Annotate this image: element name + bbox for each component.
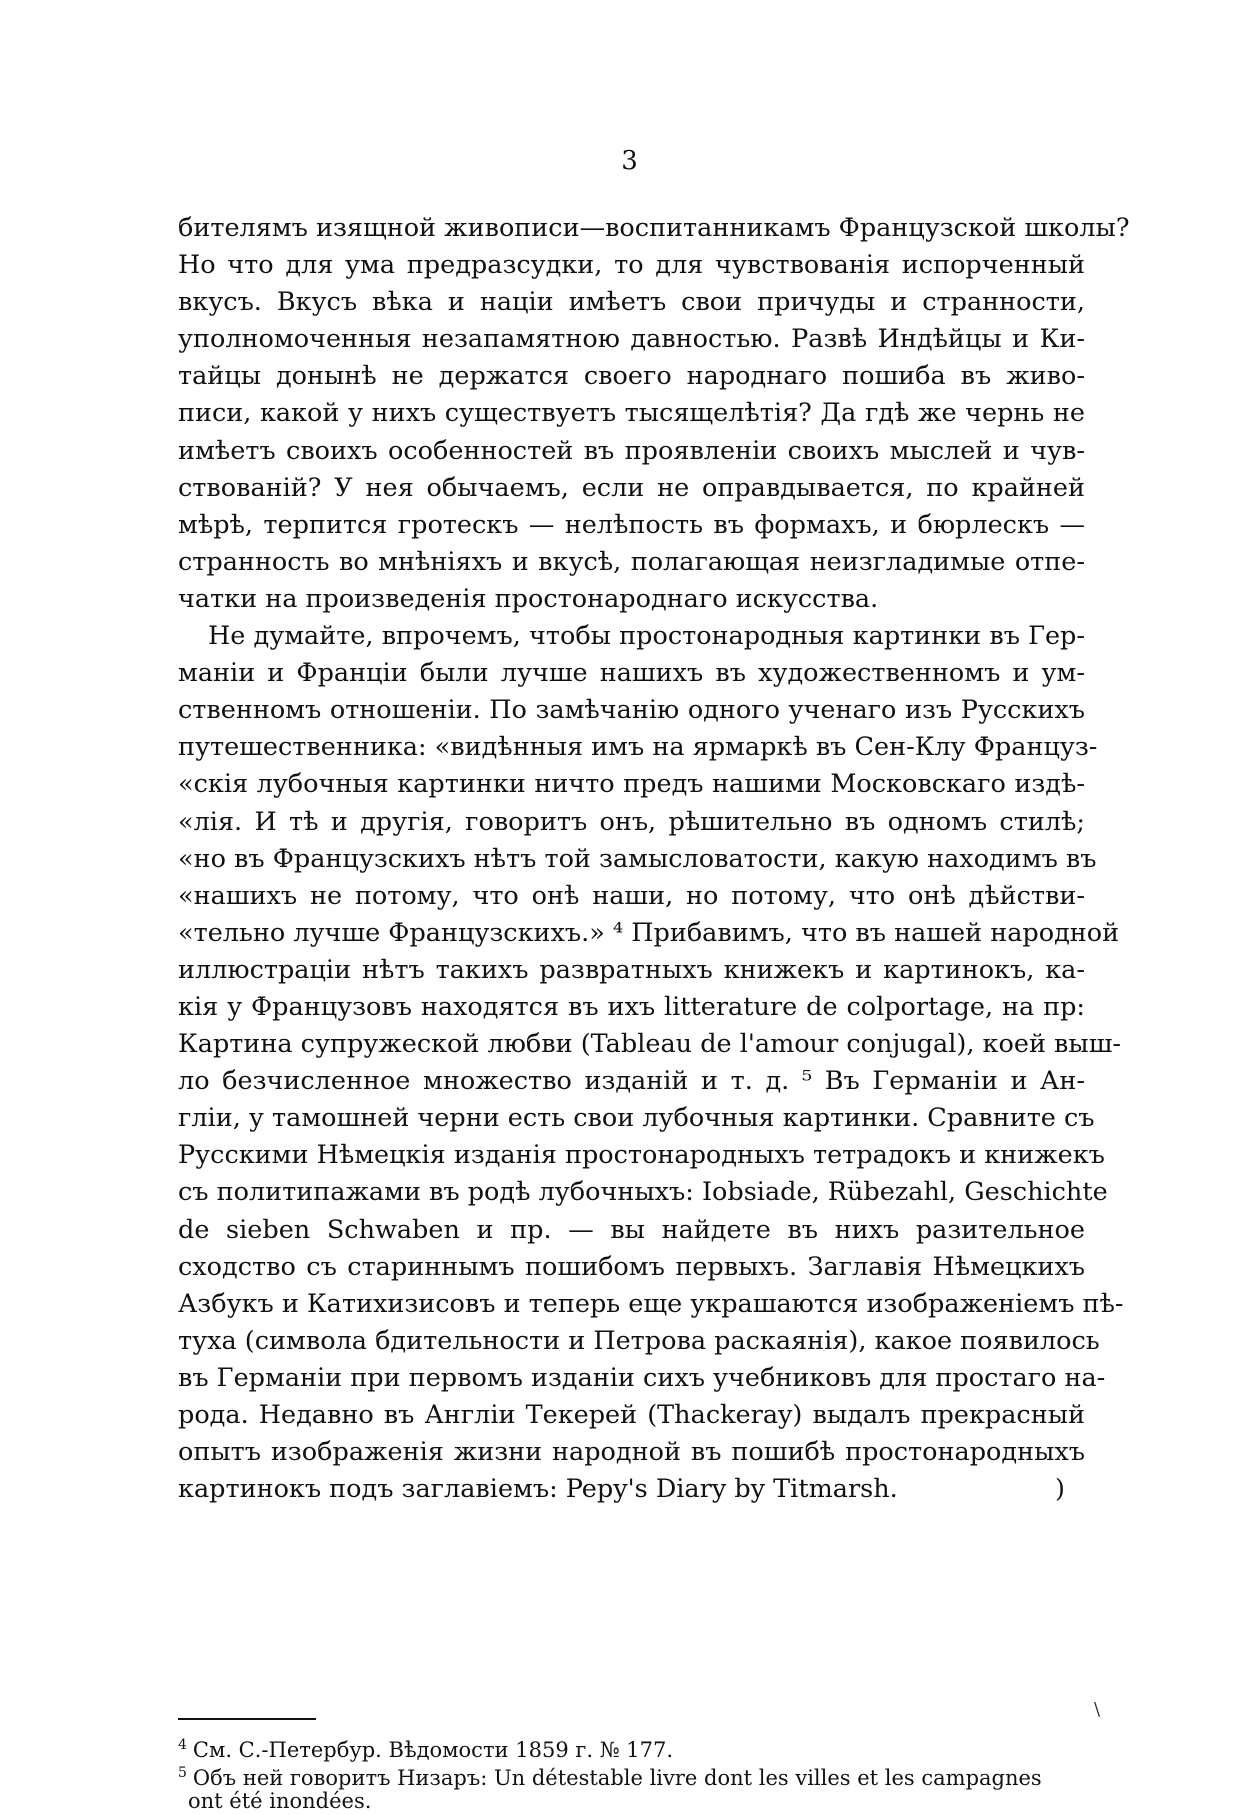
text-line: тайцы донынѣ не держатся своего народнаго пошиба въ живо- <box>178 361 1085 392</box>
page-number: 3 <box>621 146 638 176</box>
footnote-5 <box>178 1759 1085 1790</box>
text-line: странность во мнѣніяхъ и вкусѣ, полагающая неизгладимые отпе- <box>178 546 1085 577</box>
text-line: туха (символа бдительности и Петрова раскаянія), какое появилось <box>178 1325 1100 1356</box>
footnote-text: См. С.-Петербур. Вѣдомости 1859 г. № 177. <box>192 1738 674 1762</box>
text-line: ственномъ отношеніи. По замѣчанію одного ученаго изъ Русскихъ <box>178 695 1085 726</box>
text-line: Азбукъ и Катихизисовъ и теперь еще украшаются изображеніемъ пѣ- <box>178 1288 1124 1319</box>
text-line: опытъ изображенія жизни народной въ пошибѣ простонародныхъ <box>178 1437 1085 1468</box>
text-line: мѣрѣ, терпится гротескъ — нелѣпость въ формахъ, и бюрлескъ — <box>178 509 1085 540</box>
text-line: «тельно лучше Французскихъ.» ⁴ Прибавимъ, что въ нашей народной <box>178 917 1120 948</box>
paragraph-first-line: Не думайте, впрочемъ, чтобы простонародныя картинки въ Гер- <box>208 621 1085 652</box>
text-line: ствованій? У нея обычаемъ, если не оправдывается, по крайней <box>178 472 1085 503</box>
footnote-divider <box>178 1718 316 1720</box>
text-line: съ политипажами въ родѣ лубочныхъ: Iobsiade, Rübezahl, Geschichte <box>178 1177 1108 1208</box>
text-line: маніи и Франціи были лучше нашихъ въ художественномъ и ум- <box>178 658 1085 689</box>
text-line: «скія лубочныя картинки ничто предъ нашими Московскаго издѣ- <box>178 769 1085 800</box>
footnote-marker: 4 <box>178 1737 187 1753</box>
text-line: картинокъ подъ заглавіемъ: Pepy's Diary by Titmarsh. <box>178 1474 898 1505</box>
paragraph-last-line: чатки на произведенія простонароднаго искусства. <box>178 583 879 614</box>
margin-mark: ) <box>1055 1474 1065 1505</box>
text-line: «лія. И тѣ и другія, говоритъ онъ, рѣшительно въ одномъ стилѣ; <box>178 806 1085 837</box>
text-line: путешественника: «видѣнныя имъ на ярмаркѣ въ Сен-Клу Француз- <box>178 732 1098 763</box>
text-line: бителямъ изящной живописи—воспитанникамъ Французской школы? <box>178 213 1130 243</box>
text-line: ло безчисленное множество изданій и т. д. ⁵ Въ Германіи и Ан- <box>178 1066 1085 1097</box>
text-line: de sieben Schwaben и пр. — вы найдете въ нихъ разительное <box>178 1214 1085 1245</box>
text-line: сходство съ стариннымъ пошибомъ первыхъ. Заглавія Нѣмецкихъ <box>178 1251 1085 1282</box>
footnote-continuation: ont été inondées. <box>188 1789 372 1813</box>
footnote-4 <box>178 1731 1085 1762</box>
text-line: уполномоченныя незапамятною давностью. Развѣ Индѣйцы и Ки- <box>178 324 1085 355</box>
paragraph-last-line <box>178 1471 1085 1508</box>
text-line: въ Германіи при первомъ изданіи сихъ учебниковъ для простаго на- <box>178 1362 1106 1393</box>
text-line: писи, какой у нихъ существуетъ тысящелѣтія? Да гдѣ же чернь не <box>178 398 1085 429</box>
text-line: имѣетъ своихъ особенностей въ проявленіи своихъ мыслей и чув- <box>178 435 1085 466</box>
text-line: кія у Французовъ находятся въ ихъ litterature de colportage, на пр: <box>178 991 1085 1022</box>
text-line: иллюстраціи нѣтъ такихъ развратныхъ книжекъ и картинокъ, ка- <box>178 954 1085 985</box>
text-line: Русскими Нѣмецкія изданія простонародныхъ тетрадокъ и книжекъ <box>178 1140 1105 1171</box>
text-line: «нашихъ не потому, что онѣ наши, но потому, что онѣ дѣйстви- <box>178 880 1085 911</box>
text-line: гліи, у тамошней черни есть свои лубочныя картинки. Сравните съ <box>178 1103 1095 1134</box>
text-line: вкусъ. Вкусъ вѣка и націи имѣетъ свои причуды и странности, <box>178 287 1085 318</box>
footnotes <box>178 1731 1085 1815</box>
footnote-text: Объ ней говоритъ Низаръ: Un détestable livre dont les villes et les campagnes <box>192 1766 1042 1790</box>
text-line: «но въ Французскихъ нѣтъ той замысловатости, какую находимъ въ <box>178 843 1097 874</box>
stray-margin-mark: \ <box>1094 1699 1101 1720</box>
body-text <box>178 210 1130 1508</box>
footnote-marker: 5 <box>178 1765 187 1781</box>
text-line: Картина супружеской любви (Tableau de l'amour conjugal), коей выш- <box>178 1029 1122 1060</box>
text-line: Но что для ума предразсудки, то для чувствованія испорченный <box>178 250 1085 281</box>
text-line: рода. Недавно въ Англіи Текерей (Thackeray) выдалъ прекрасный <box>178 1400 1085 1430</box>
